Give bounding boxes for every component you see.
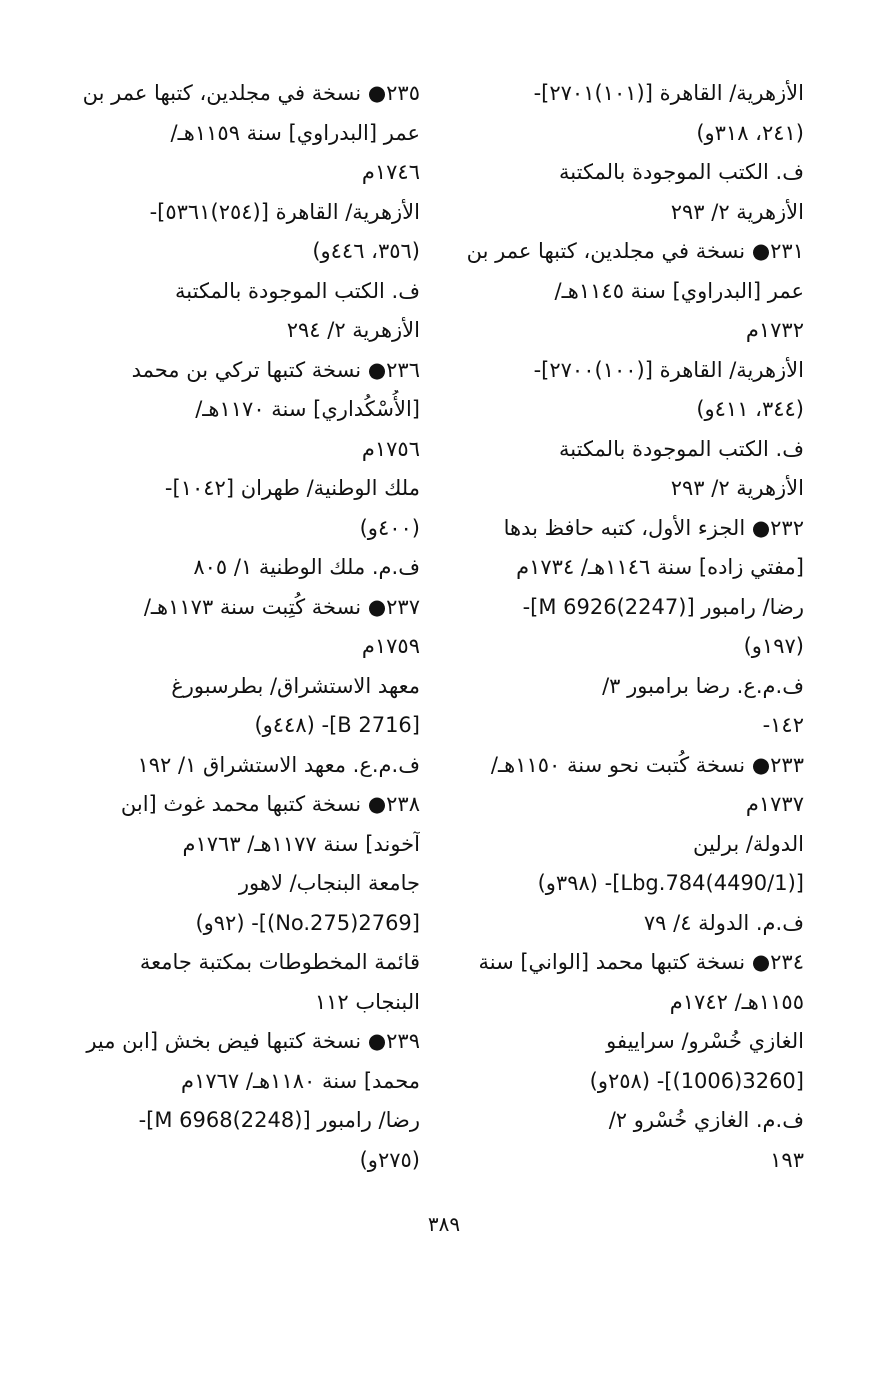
text-line: (٢٤١، ٣١٨و) (696, 120, 804, 145)
text-line: ٢٣٩● نسخة كتبها فيض بخش [ابن مير (86, 1029, 420, 1053)
text-line: ١٧٥٦م (361, 436, 420, 461)
text-line: [مفتي زاده] سنة ١١٤٦هـ/ ١٧٣٤م (516, 555, 804, 579)
text-line: (٤٠٠و) (359, 515, 420, 540)
text-line: ١١٥٥هـ/ ١٧٤٢م (669, 989, 804, 1014)
text-line: ف.م.ع. رضا برامبور ٣/ (602, 673, 804, 698)
text-line: ١٧٥٩م (361, 634, 420, 658)
text-line: ٢٣٨● نسخة كتبها محمد غوث [ابن (120, 792, 420, 816)
text-line: ف.م.ع. معهد الاستشراق ١/ ١٩٢ (137, 752, 420, 777)
text-line: البنجاب ١١٢ (314, 989, 420, 1014)
text-line: محمد] سنة ١١٨٠هـ/ ١٧٦٧م (181, 1068, 420, 1093)
text-line: ٢٣٦● نسخة كتبها تركي بن محمد (131, 357, 420, 382)
text-line: الأزهرية ٢/ ٢٩٣ (670, 476, 804, 500)
text-line: [3260(1006)]- (٢٥٨و) (589, 1068, 804, 1093)
text-line: [Lbg.784(4490/1)]- (٣٩٨و) (537, 871, 804, 895)
right-column (462, 74, 804, 1180)
text-line: ملك الوطنية/ طهران [١٠٤٢]- (164, 476, 420, 500)
text-line: [B 2716]- (٤٤٨و) (254, 713, 420, 737)
text-line: رضا/ رامبور [M 6968(2248)]- (138, 1108, 420, 1132)
page-number: ٣٨٩ (427, 1212, 461, 1236)
text-line: (٣٤٤، ٤١١و) (696, 397, 804, 421)
text-line: جامعة البنجاب/ لاهور (238, 871, 420, 895)
text-line: الأزهرية ٢/ ٢٩٣ (670, 199, 804, 224)
text-line: عمر [البدراوي] سنة ١١٥٩هـ/ (170, 120, 420, 145)
text-line: قائمة المخطوطات بمكتبة جامعة (139, 950, 420, 974)
text-line: ١٤٢- (762, 713, 804, 737)
left-column (72, 74, 420, 1180)
text-line: (٣٥٦، ٤٤٦و) (312, 239, 420, 263)
text-line: الأزهرية ٢/ ٢٩٤ (286, 318, 420, 342)
text-line: ف.م. ملك الوطنية ١/ ٨٠٥ (193, 555, 420, 579)
text-line: رضا/ رامبور [M 6926(2247)]- (522, 594, 804, 619)
text-line: ١٩٣ (770, 1147, 804, 1172)
text-line: ف. الكتب الموجودة بالمكتبة (559, 160, 804, 184)
text-line: الدولة/ برلين (693, 831, 804, 856)
text-line: (٢٧٥و) (359, 1147, 420, 1172)
text-line: ف.م. الدولة ٤/ ٧٩ (643, 910, 804, 935)
text-line: [الأُسْكُداري] سنة ١١٧٠هـ/ (195, 397, 420, 421)
text-line: ٢٣٤● نسخة كتبها محمد [الواني] سنة (478, 950, 804, 974)
text-line: الأزهرية/ القاهرة [(١٠١)٢٧٠١]- (533, 81, 804, 105)
text-line: الغازي خُسْرو/ سراييفو (606, 1029, 804, 1053)
text-line: ١٧٤٦م (361, 160, 420, 184)
text-line: معهد الاستشراق/ بطرسبورغ (171, 673, 420, 698)
text-line: ف. الكتب الموجودة بالمكتبة (559, 436, 804, 461)
text-line: (١٩٧و) (743, 634, 804, 658)
text-line: [2769(No.275)]- (٩٢و) (195, 910, 420, 935)
text-line: ١٧٣٢م (745, 318, 804, 342)
text-line: ٢٣٧● نسخة كُتِبت سنة ١١٧٣هـ/ (143, 594, 420, 619)
text-line: ٢٣٢● الجزء الأول، كتبه حافظ بدها (503, 515, 804, 540)
text-line: ف. الكتب الموجودة بالمكتبة (175, 278, 420, 303)
text-line: ٢٣٣● نسخة كُتبت نحو سنة ١١٥٠هـ/ (490, 752, 804, 777)
text-line: الأزهرية/ القاهرة [(١٠٠)٢٧٠٠]- (533, 357, 804, 382)
text-line: ١٧٣٧م (745, 792, 804, 816)
text-line: ف.م. الغازي خُسْرو ٢/ (608, 1108, 804, 1132)
text-line: ٢٣١● نسخة في مجلدين، كتبها عمر بن (466, 239, 804, 263)
text-line: الأزهرية/ القاهرة [(٢٥٤)٥٣٦١]- (149, 199, 420, 224)
text-line: آخوند] سنة ١١٧٧هـ/ ١٧٦٣م (182, 831, 420, 856)
text-line: عمر [البدراوي] سنة ١١٤٥هـ/ (554, 278, 804, 303)
text-line: ٢٣٥● نسخة في مجلدين، كتبها عمر بن (82, 81, 420, 105)
